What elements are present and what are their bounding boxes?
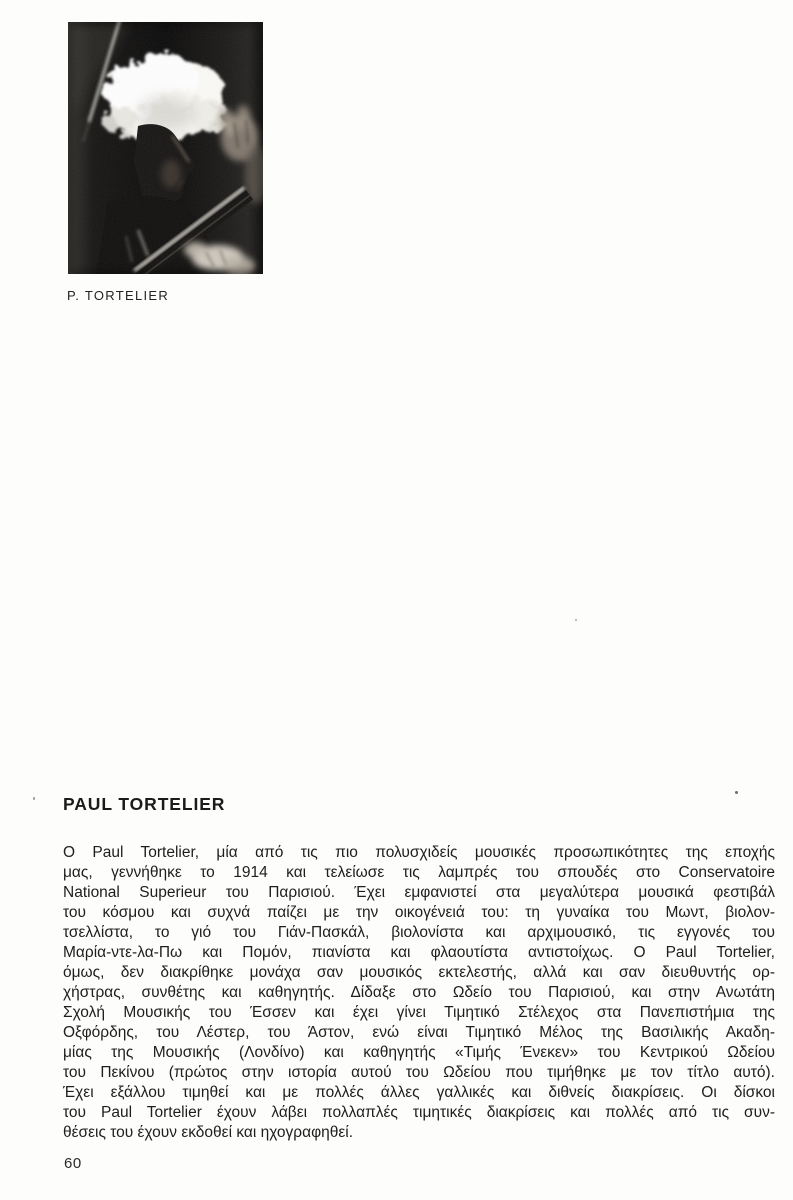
page-number: 60 (64, 1155, 82, 1172)
bio-line: National Superieur του Παρισιού. Έχει εμφανιστεί στα μεγαλύτερα μουσικά φεστιβάλ (63, 884, 775, 901)
scan-speck (735, 791, 738, 794)
bio-line: του Πεκίνου (πρώτος στην ιστορία αυτού του Ωδείου που τιμήθηκε με τον τίτλο αυτό). (63, 1064, 775, 1081)
bio-line: όμως, δεν διακρίθηκε μονάχα σαν μουσικός εκτελεστής, αλλά και σαν διευθυντής ορ- (63, 964, 775, 981)
bio-line: χήστρας, συνθέτης και καθηγητής. Δίδαξε στο Ωδείο του Παρισιού, και στην Ανωτάτη (63, 984, 775, 1001)
bio-line: Μαρία-ντε-λα-Πω και Πομόν, πιανίστα και φλαουτίστα αντιστοίχως. Ο Paul Tortelier, (63, 944, 775, 961)
bio-line: τσελλίστα, το γιό του Γιάν-Πασκάλ, βιολονίστα και αρχιμουσικό, τις εγγονές του (63, 924, 775, 941)
bio-line: Σχολή Μουσικής του Έσσεν και έχει γίνει Τιμητικό Στέλεχος στα Πανεπιστήμια της (63, 1004, 775, 1021)
portrait-photo (68, 22, 263, 274)
bio-line: του Paul Tortelier έχουν λάβει πολλαπλές τιμητικές διακρίσεις και πολλές από τις συν- (63, 1104, 775, 1121)
page-title: PAUL TORTELIER (63, 794, 226, 814)
photo-caption: P. TORTELIER (67, 288, 170, 303)
bio-line: Οξφόρδης, του Λέστερ, του Άστον, ενώ είναι Τιμητικό Μέλος της Βασιλικής Ακαδη- (63, 1024, 775, 1041)
portrait-photo-graphic (68, 22, 263, 274)
bio-line: θέσεις του έχουν εκδοθεί και ηχογραφηθεί. (63, 1124, 354, 1141)
scan-speck (33, 797, 35, 800)
bio-line: μίας της Μουσικής (Λονδίνο) και καθηγητής «Τιμής Ένεκεν» του Κεντρικού Ωδείου (63, 1044, 775, 1061)
bio-line: Ο Paul Tortelier, μία από τις πιο πολυσχιδείς μουσικές προσωπικότητες της εποχής (63, 844, 775, 861)
bio-line: του κόσμου και συχνά παίζει με την οικογένειά του: τη γυναίκα του Μωντ, βιολον- (63, 904, 775, 921)
bio-paragraph (63, 843, 775, 1143)
bio-line: μας, γεννήθηκε το 1914 και τελείωσε τις λαμπρές του σπουδές στο Conservatoire (63, 864, 775, 881)
scan-speck (575, 619, 577, 621)
bio-line: Έχει εξάλλου τιμηθεί και με πολλές άλλες γαλλικές και διθνείς διακρίσεις. Οι δίσκοι (63, 1084, 775, 1101)
